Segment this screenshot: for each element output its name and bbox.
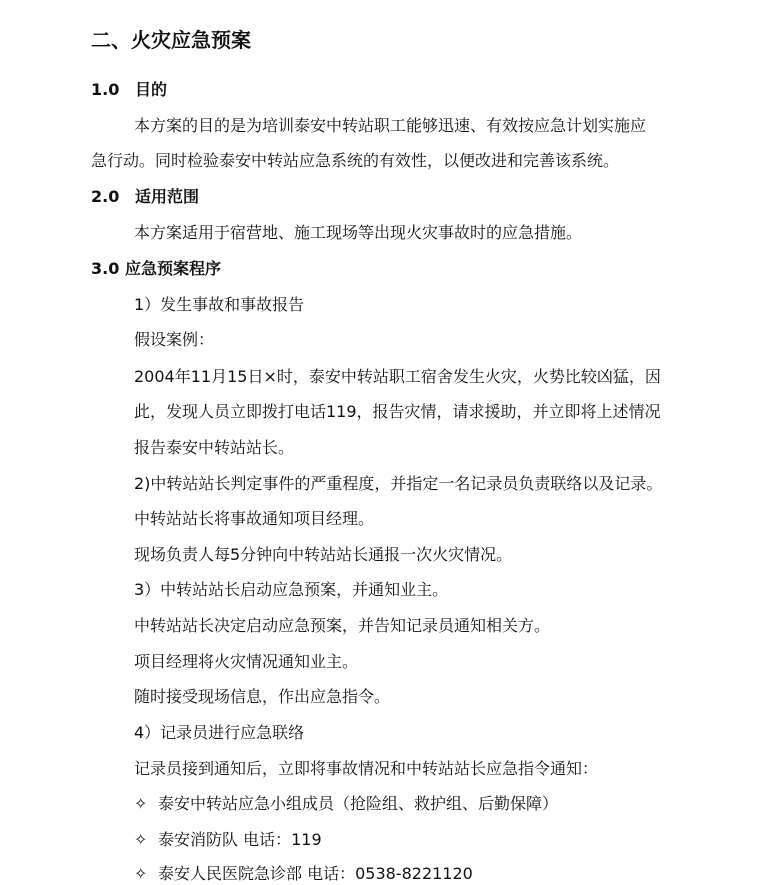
- bullet-item: [134, 829, 322, 851]
- bullet-text: 泰安消防队 电话：119: [158, 830, 322, 849]
- section-title: 二、火灾应急预案: [91, 28, 251, 52]
- section-3-title: 应急预案程序: [125, 259, 222, 278]
- section-1-paragraph-line-1: 本方案的目的是为培训泰安中转站职工能够迅速、有效按应急计划实施应: [134, 116, 647, 135]
- section-1-paragraph-line-2: 急行动。同时检验泰安中转站应急系统的有效性，以便改进和完善该系统。: [91, 151, 620, 170]
- step-4-title: 4）记录员进行应急联络: [134, 723, 305, 742]
- bullet-text: 泰安中转站应急小组成员（抢险组、救护组、后勤保障）: [158, 794, 559, 813]
- step-3-line-2: 中转站站长决定启动应急预案，并告知记录员通知相关方。: [134, 616, 551, 635]
- section-2-title: 适用范围: [135, 187, 200, 206]
- diamond-bullet-icon: ✧: [134, 830, 148, 849]
- step-1-title: 1）发生事故和事故报告: [134, 295, 305, 314]
- bullet-item: [134, 863, 473, 885]
- case-line-2: 此，发现人员立即拨打电话119，报告灾情，请求援助，并立即将上述情况: [134, 402, 661, 421]
- section-2-heading: [91, 186, 199, 208]
- section-1-number: 1.0: [91, 80, 120, 99]
- section-3-heading: [91, 258, 221, 280]
- step-2-line-3: 现场负责人每5分钟向中转站站长通报一次火灾情况。: [134, 545, 513, 564]
- diamond-bullet-icon: ✧: [134, 864, 148, 883]
- step-4-line-2: 记录员接到通知后，立即将事故情况和中转站站长应急指令通知：: [134, 759, 599, 778]
- diamond-bullet-icon: ✧: [134, 794, 148, 813]
- step-2-title: 2)中转站站长判定事件的严重程度，并指定一名记录员负责联络以及记录。: [134, 474, 663, 493]
- section-3-number: 3.0: [91, 259, 120, 278]
- bullet-text: 泰安人民医院急诊部 电话：0538-8221120: [158, 864, 473, 883]
- case-line-1: 2004年11月15日×时，泰安中转站职工宿舍发生火灾，火势比较凶猛，因: [134, 367, 661, 386]
- section-1-heading: [91, 79, 167, 101]
- step-2-line-2: 中转站站长将事故通知项目经理。: [134, 509, 375, 528]
- bullet-item: [134, 793, 558, 815]
- step-3-line-3: 项目经理将火灾情况通知业主。: [134, 652, 359, 671]
- section-2-number: 2.0: [91, 187, 120, 206]
- section-2-paragraph: 本方案适用于宿营地、施工现场等出现火灾事故时的应急措施。: [134, 223, 583, 242]
- step-3-title: 3）中转站站长启动应急预案，并通知业主。: [134, 580, 449, 599]
- case-line-3: 报告泰安中转站站长。: [134, 438, 295, 457]
- section-1-title: 目的: [135, 80, 168, 99]
- case-label: 假设案例：: [134, 330, 215, 349]
- step-3-line-4: 随时接受现场信息，作出应急指令。: [134, 687, 391, 706]
